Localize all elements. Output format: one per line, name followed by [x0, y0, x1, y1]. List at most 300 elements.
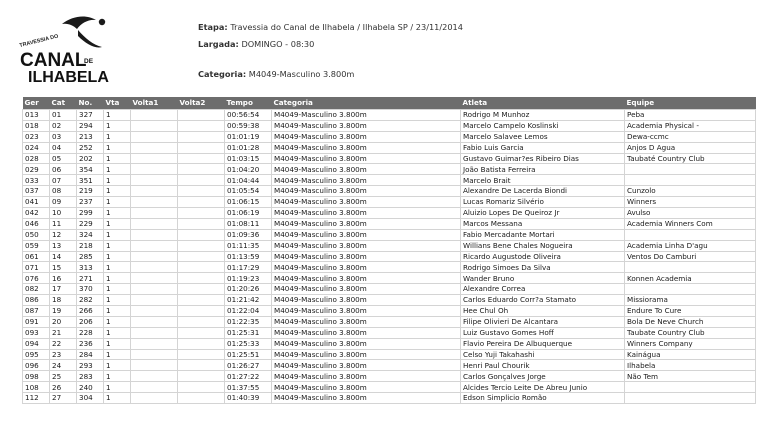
cell-cat: 20: [50, 316, 77, 327]
swimmer-head-icon: [99, 19, 105, 25]
cell-atleta: João Batista Ferreira: [461, 164, 625, 175]
cell-atleta: Fabio Mercadante Mortari: [461, 229, 625, 240]
cell-categoria: M4049-Masculino 3.800m: [272, 295, 461, 306]
cell-volta1: [131, 153, 178, 164]
cell-volta1: [131, 164, 178, 175]
table-row: [23, 327, 756, 338]
cell-numero: 293: [77, 360, 104, 371]
results-body: [23, 110, 756, 404]
cell-ger: 082: [23, 284, 50, 295]
cell-vta: 1: [104, 306, 131, 317]
cell-numero: 240: [77, 382, 104, 393]
cell-volta2: [178, 284, 225, 295]
cell-atleta: Fabio Luis Garcia: [461, 142, 625, 153]
cell-categoria: M4049-Masculino 3.800m: [272, 153, 461, 164]
cell-equipe: Ilhabela: [625, 360, 756, 371]
table-row: [23, 382, 756, 393]
cell-ger: 029: [23, 164, 50, 175]
etapa-label: Etapa:: [198, 22, 228, 32]
cell-atleta: Lucas Romariz Silvério: [461, 197, 625, 208]
table-row: [23, 120, 756, 131]
cell-ger: 046: [23, 218, 50, 229]
col-header-categoria: Categoria: [272, 97, 461, 110]
cell-atleta: Alcides Tercio Leite De Abreu Junio: [461, 382, 625, 393]
cell-cat: 14: [50, 251, 77, 262]
cell-ger: 108: [23, 382, 50, 393]
cell-volta1: [131, 251, 178, 262]
cell-volta1: [131, 186, 178, 197]
cell-categoria: M4049-Masculino 3.800m: [272, 240, 461, 251]
cell-volta2: [178, 382, 225, 393]
cell-cat: 22: [50, 338, 77, 349]
categoria-label: Categoria:: [198, 69, 247, 79]
cell-vta: 1: [104, 186, 131, 197]
cell-numero: 236: [77, 338, 104, 349]
cell-vta: 1: [104, 327, 131, 338]
cell-volta1: [131, 306, 178, 317]
cell-ger: 041: [23, 197, 50, 208]
cell-equipe: Peba: [625, 110, 756, 121]
cell-atleta: Aluizio Lopes De Queiroz Jr: [461, 208, 625, 219]
cell-numero: 252: [77, 142, 104, 153]
cell-atleta: Henri Paul Chourik: [461, 360, 625, 371]
cell-equipe: Kainágua: [625, 349, 756, 360]
cell-vta: 1: [104, 142, 131, 153]
cell-vta: 1: [104, 120, 131, 131]
cell-volta2: [178, 338, 225, 349]
cell-equipe: [625, 262, 756, 273]
cell-cat: 23: [50, 349, 77, 360]
cell-vta: 1: [104, 371, 131, 382]
cell-vta: 1: [104, 229, 131, 240]
cell-categoria: M4049-Masculino 3.800m: [272, 273, 461, 284]
table-row: [23, 229, 756, 240]
event-logo-graphic: [18, 14, 118, 86]
cell-vta: 1: [104, 197, 131, 208]
table-row: [23, 360, 756, 371]
cell-volta2: [178, 110, 225, 121]
cell-volta1: [131, 338, 178, 349]
cell-equipe: Taubate Country Club: [625, 327, 756, 338]
cell-numero: 218: [77, 240, 104, 251]
cell-tempo: 01:13:59: [225, 251, 272, 262]
cell-volta1: [131, 262, 178, 273]
cell-volta1: [131, 197, 178, 208]
cell-volta2: [178, 393, 225, 404]
cell-numero: 229: [77, 218, 104, 229]
cell-categoria: M4049-Masculino 3.800m: [272, 175, 461, 186]
cell-equipe: [625, 164, 756, 175]
cell-ger: 028: [23, 153, 50, 164]
cell-volta1: [131, 218, 178, 229]
cell-volta2: [178, 240, 225, 251]
cell-cat: 15: [50, 262, 77, 273]
cell-tempo: 01:06:19: [225, 208, 272, 219]
cell-volta2: [178, 218, 225, 229]
cell-vta: 1: [104, 131, 131, 142]
col-header-volta2: Volta2: [178, 97, 225, 110]
table-row: [23, 251, 756, 262]
cell-atleta: Flavio Pereira De Albuquerque: [461, 338, 625, 349]
table-row: [23, 186, 756, 197]
cell-ger: 050: [23, 229, 50, 240]
cell-vta: 1: [104, 251, 131, 262]
table-row: [23, 153, 756, 164]
cell-ger: 087: [23, 306, 50, 317]
categoria-value: M4049-Masculino 3.800m: [248, 69, 355, 79]
cell-atleta: Rodrigo M Munhoz: [461, 110, 625, 121]
cell-ger: 013: [23, 110, 50, 121]
cell-categoria: M4049-Masculino 3.800m: [272, 131, 461, 142]
cell-categoria: M4049-Masculino 3.800m: [272, 197, 461, 208]
cell-volta1: [131, 371, 178, 382]
cell-volta2: [178, 306, 225, 317]
cell-atleta: Ricardo Augustode Oliveira: [461, 251, 625, 262]
etapa-value: Travessia do Canal de Ilhabela / Ilhabela SP / 23/11/2014: [230, 22, 463, 32]
cell-atleta: Carlos Gonçalves Jorge: [461, 371, 625, 382]
cell-equipe: [625, 382, 756, 393]
cell-cat: 26: [50, 382, 77, 393]
cell-ger: 024: [23, 142, 50, 153]
cell-ger: 071: [23, 262, 50, 273]
cell-ger: 059: [23, 240, 50, 251]
cell-tempo: 01:04:20: [225, 164, 272, 175]
cell-numero: 237: [77, 197, 104, 208]
cell-tempo: 01:06:15: [225, 197, 272, 208]
cell-categoria: M4049-Masculino 3.800m: [272, 371, 461, 382]
cell-volta2: [178, 251, 225, 262]
cell-ger: 037: [23, 186, 50, 197]
cell-atleta: Luiz Gustavo Gomes Hoff: [461, 327, 625, 338]
col-header-vta: Vta: [104, 97, 131, 110]
cell-numero: 370: [77, 284, 104, 295]
cell-volta2: [178, 208, 225, 219]
cell-tempo: 01:09:36: [225, 229, 272, 240]
cell-vta: 1: [104, 208, 131, 219]
cell-tempo: 01:22:04: [225, 306, 272, 317]
cell-categoria: M4049-Masculino 3.800m: [272, 229, 461, 240]
table-row: [23, 284, 756, 295]
cell-categoria: M4049-Masculino 3.800m: [272, 349, 461, 360]
table-row: [23, 197, 756, 208]
cell-volta2: [178, 349, 225, 360]
col-header-atleta: Atleta: [461, 97, 625, 110]
cell-numero: 285: [77, 251, 104, 262]
event-logo: [18, 14, 118, 86]
cell-cat: 25: [50, 371, 77, 382]
largada-value: DOMINGO - 08:30: [241, 39, 315, 49]
largada-row: [198, 36, 463, 53]
col-header-no: No.: [77, 97, 104, 110]
cell-cat: 13: [50, 240, 77, 251]
cell-equipe: [625, 284, 756, 295]
cell-tempo: 01:25:31: [225, 327, 272, 338]
cell-cat: 16: [50, 273, 77, 284]
cell-cat: 04: [50, 142, 77, 153]
cell-equipe: Ventos Do Camburi: [625, 251, 756, 262]
cell-ger: 094: [23, 338, 50, 349]
table-row: [23, 142, 756, 153]
cell-categoria: M4049-Masculino 3.800m: [272, 110, 461, 121]
table-row: [23, 131, 756, 142]
cell-volta1: [131, 393, 178, 404]
logo-text-de: DE: [84, 58, 94, 65]
cell-equipe: Academia Winners Com: [625, 218, 756, 229]
cell-volta1: [131, 120, 178, 131]
col-header-tempo: Tempo: [225, 97, 272, 110]
cell-equipe: Academia Linha D'agu: [625, 240, 756, 251]
cell-equipe: Dewa-ccmc: [625, 131, 756, 142]
cell-cat: 11: [50, 218, 77, 229]
cell-volta2: [178, 371, 225, 382]
cell-tempo: 01:25:51: [225, 349, 272, 360]
largada-label: Largada:: [198, 39, 239, 49]
cell-volta2: [178, 197, 225, 208]
cell-numero: 354: [77, 164, 104, 175]
cell-tempo: 00:56:54: [225, 110, 272, 121]
cell-equipe: Academia Physical -: [625, 120, 756, 131]
cell-tempo: 01:21:42: [225, 295, 272, 306]
cell-volta2: [178, 262, 225, 273]
cell-numero: 266: [77, 306, 104, 317]
cell-equipe: [625, 393, 756, 404]
cell-tempo: 01:01:19: [225, 131, 272, 142]
cell-ger: 033: [23, 175, 50, 186]
cell-numero: 327: [77, 110, 104, 121]
cell-atleta: Marcelo Brait: [461, 175, 625, 186]
cell-volta1: [131, 295, 178, 306]
cell-numero: 351: [77, 175, 104, 186]
table-row: [23, 338, 756, 349]
table-row: [23, 273, 756, 284]
cell-vta: 1: [104, 316, 131, 327]
table-row: [23, 208, 756, 219]
cell-numero: 283: [77, 371, 104, 382]
cell-ger: 112: [23, 393, 50, 404]
table-row: [23, 316, 756, 327]
cell-cat: 06: [50, 164, 77, 175]
cell-numero: 284: [77, 349, 104, 360]
cell-vta: 1: [104, 393, 131, 404]
cell-equipe: Avulso: [625, 208, 756, 219]
cell-cat: 19: [50, 306, 77, 317]
cell-numero: 294: [77, 120, 104, 131]
cell-tempo: 01:01:28: [225, 142, 272, 153]
cell-vta: 1: [104, 175, 131, 186]
table-row: [23, 295, 756, 306]
cell-tempo: 01:04:44: [225, 175, 272, 186]
cell-numero: 213: [77, 131, 104, 142]
cell-categoria: M4049-Masculino 3.800m: [272, 251, 461, 262]
cell-equipe: Winners: [625, 197, 756, 208]
cell-ger: 018: [23, 120, 50, 131]
cell-tempo: 01:20:26: [225, 284, 272, 295]
cell-cat: 18: [50, 295, 77, 306]
table-row: [23, 164, 756, 175]
table-row: [23, 110, 756, 121]
cell-volta1: [131, 273, 178, 284]
cell-tempo: 01:40:39: [225, 393, 272, 404]
cell-equipe: Anjos D Agua: [625, 142, 756, 153]
cell-ger: 086: [23, 295, 50, 306]
cell-categoria: M4049-Masculino 3.800m: [272, 208, 461, 219]
cell-vta: 1: [104, 382, 131, 393]
etapa-row: [198, 19, 463, 36]
cell-vta: 1: [104, 262, 131, 273]
cell-atleta: Celso Yuji Takahashi: [461, 349, 625, 360]
col-header-cat: Cat: [50, 97, 77, 110]
wave-icon: [78, 30, 102, 47]
col-header-equipe: Equipe: [625, 97, 756, 110]
cell-equipe: Winners Company: [625, 338, 756, 349]
cell-numero: 304: [77, 393, 104, 404]
cell-volta1: [131, 360, 178, 371]
cell-atleta: Wander Bruno: [461, 273, 625, 284]
cell-cat: 24: [50, 360, 77, 371]
cell-atleta: Gustavo Guimar?es Ribeiro Dias: [461, 153, 625, 164]
cell-cat: 02: [50, 120, 77, 131]
cell-ger: 061: [23, 251, 50, 262]
cell-cat: 01: [50, 110, 77, 121]
cell-cat: 17: [50, 284, 77, 295]
cell-volta2: [178, 229, 225, 240]
cell-tempo: 01:25:33: [225, 338, 272, 349]
cell-cat: 05: [50, 153, 77, 164]
cell-tempo: 01:19:23: [225, 273, 272, 284]
cell-equipe: [625, 175, 756, 186]
cell-ger: 096: [23, 360, 50, 371]
race-info: [198, 19, 463, 83]
cell-volta1: [131, 175, 178, 186]
cell-equipe: Cunzolo: [625, 186, 756, 197]
cell-categoria: M4049-Masculino 3.800m: [272, 262, 461, 273]
cell-categoria: M4049-Masculino 3.800m: [272, 186, 461, 197]
cell-volta2: [178, 316, 225, 327]
cell-cat: 07: [50, 175, 77, 186]
cell-atleta: Willians Bene Chales Nogueira: [461, 240, 625, 251]
cell-atleta: Edson Simplicio Romão: [461, 393, 625, 404]
cell-cat: 09: [50, 197, 77, 208]
cell-atleta: Filipe Olivieri De Alcantara: [461, 316, 625, 327]
cell-categoria: M4049-Masculino 3.800m: [272, 360, 461, 371]
cell-categoria: M4049-Masculino 3.800m: [272, 142, 461, 153]
cell-volta1: [131, 349, 178, 360]
cell-volta1: [131, 316, 178, 327]
cell-numero: 206: [77, 316, 104, 327]
col-header-ger: Ger: [23, 97, 50, 110]
cell-tempo: 01:03:15: [225, 153, 272, 164]
cell-numero: 282: [77, 295, 104, 306]
cell-vta: 1: [104, 349, 131, 360]
cell-numero: 271: [77, 273, 104, 284]
cell-cat: 27: [50, 393, 77, 404]
table-row: [23, 393, 756, 404]
cell-ger: 076: [23, 273, 50, 284]
cell-ger: 091: [23, 316, 50, 327]
cell-tempo: 01:17:29: [225, 262, 272, 273]
cell-atleta: Alexandre Correa: [461, 284, 625, 295]
cell-volta1: [131, 131, 178, 142]
cell-volta2: [178, 142, 225, 153]
cell-equipe: [625, 229, 756, 240]
cell-numero: 299: [77, 208, 104, 219]
cell-categoria: M4049-Masculino 3.800m: [272, 382, 461, 393]
table-row: [23, 306, 756, 317]
cell-equipe: Endure To Cure: [625, 306, 756, 317]
cell-vta: 1: [104, 360, 131, 371]
cell-atleta: Carlos Eduardo Corr?a Stamato: [461, 295, 625, 306]
cell-categoria: M4049-Masculino 3.800m: [272, 218, 461, 229]
cell-cat: 08: [50, 186, 77, 197]
cell-vta: 1: [104, 240, 131, 251]
cell-tempo: 01:08:11: [225, 218, 272, 229]
cell-tempo: 01:26:27: [225, 360, 272, 371]
cell-vta: 1: [104, 273, 131, 284]
table-row: [23, 371, 756, 382]
table-row: [23, 262, 756, 273]
swimmer-arm-icon: [62, 17, 96, 29]
cell-ger: 023: [23, 131, 50, 142]
cell-equipe: Konnen Academia: [625, 273, 756, 284]
cell-categoria: M4049-Masculino 3.800m: [272, 120, 461, 131]
cell-volta1: [131, 327, 178, 338]
table-row: [23, 349, 756, 360]
cell-equipe: Missiorama: [625, 295, 756, 306]
cell-volta2: [178, 120, 225, 131]
results-header-row: [23, 97, 756, 110]
cell-numero: 228: [77, 327, 104, 338]
cell-volta2: [178, 131, 225, 142]
cell-volta1: [131, 110, 178, 121]
cell-equipe: Bola De Neve Church: [625, 316, 756, 327]
cell-volta2: [178, 327, 225, 338]
cell-tempo: 00:59:38: [225, 120, 272, 131]
cell-equipe: Não Tem: [625, 371, 756, 382]
cell-numero: 202: [77, 153, 104, 164]
cell-vta: 1: [104, 218, 131, 229]
cell-volta2: [178, 360, 225, 371]
logo-text-travessia: TRAVESSIA DO: [18, 33, 60, 50]
cell-numero: 219: [77, 186, 104, 197]
cell-equipe: Taubaté Country Club: [625, 153, 756, 164]
logo-text-canal: CANAL: [20, 50, 87, 71]
cell-volta2: [178, 186, 225, 197]
cell-tempo: 01:22:35: [225, 316, 272, 327]
cell-atleta: Marcelo Campelo Koslinski: [461, 120, 625, 131]
cell-categoria: M4049-Masculino 3.800m: [272, 306, 461, 317]
cell-volta2: [178, 273, 225, 284]
cell-volta1: [131, 240, 178, 251]
cell-cat: 03: [50, 131, 77, 142]
cell-cat: 10: [50, 208, 77, 219]
cell-categoria: M4049-Masculino 3.800m: [272, 338, 461, 349]
cell-volta1: [131, 142, 178, 153]
cell-cat: 21: [50, 327, 77, 338]
cell-volta1: [131, 208, 178, 219]
results-table: [22, 97, 756, 404]
cell-ger: 093: [23, 327, 50, 338]
cell-tempo: 01:11:35: [225, 240, 272, 251]
logo-text-ilhabela: ILHABELA: [28, 69, 109, 86]
cell-ger: 098: [23, 371, 50, 382]
categoria-row: [198, 66, 463, 83]
table-row: [23, 240, 756, 251]
cell-atleta: Hee Chul Oh: [461, 306, 625, 317]
cell-ger: 042: [23, 208, 50, 219]
cell-volta2: [178, 164, 225, 175]
cell-vta: 1: [104, 338, 131, 349]
cell-vta: 1: [104, 295, 131, 306]
